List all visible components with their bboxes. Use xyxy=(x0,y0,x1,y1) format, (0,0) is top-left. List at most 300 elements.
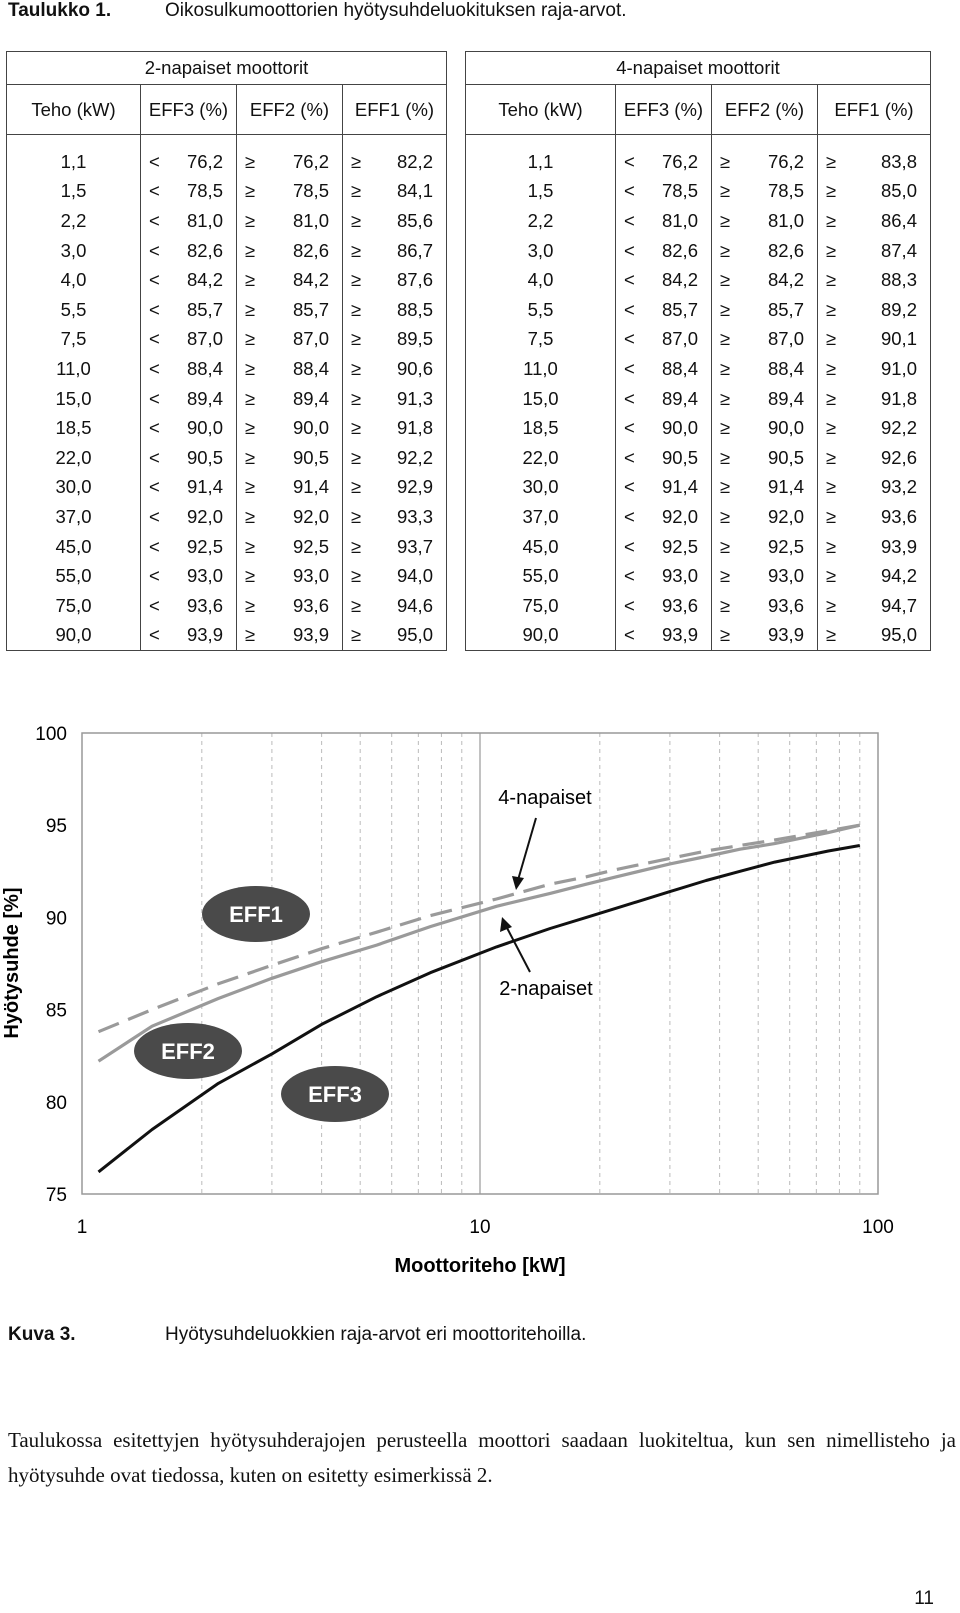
comparison-symbol: ≥ xyxy=(826,239,837,261)
efficiency-value: 88,5 xyxy=(396,298,433,320)
comparison-symbol: ≥ xyxy=(351,298,362,320)
efficiency-value: 91,4 xyxy=(186,476,223,498)
page-number: 11 xyxy=(914,1588,934,1609)
efficiency-cell xyxy=(818,473,931,503)
table-row xyxy=(466,561,931,591)
comparison-symbol: < xyxy=(624,150,635,172)
efficiency-cell xyxy=(818,591,931,621)
efficiency-value: 95,0 xyxy=(396,624,433,646)
x-tick-label: 10 xyxy=(469,1217,491,1238)
efficiency-value: 84,1 xyxy=(396,180,433,202)
table-title: 2-napaiset moottorit xyxy=(7,52,447,85)
table-row xyxy=(7,473,447,503)
efficiency-value: 93,0 xyxy=(661,565,698,587)
efficiency-cell xyxy=(818,384,931,414)
comparison-symbol: ≥ xyxy=(245,624,256,646)
y-axis-label: Hyötysuhde [%] xyxy=(1,887,23,1039)
comparison-symbol: < xyxy=(149,239,160,261)
comparison-symbol: < xyxy=(624,298,635,320)
comparison-symbol: ≥ xyxy=(245,565,256,587)
table-row xyxy=(466,206,931,236)
efficiency-value: 87,0 xyxy=(186,328,223,350)
power-cell: 37,0 xyxy=(7,502,141,532)
power-cell: 30,0 xyxy=(466,473,616,503)
column-header: EFF1 (%) xyxy=(343,85,447,135)
table-row xyxy=(7,354,447,384)
comparison-symbol: ≥ xyxy=(351,328,362,350)
efficiency-cell xyxy=(616,443,712,473)
efficiency-value: 88,4 xyxy=(767,357,804,379)
comparison-symbol: ≥ xyxy=(826,417,837,439)
eff3-label: EFF3 xyxy=(308,1082,362,1107)
comparison-symbol: ≥ xyxy=(720,594,731,616)
table-row xyxy=(466,413,931,443)
annotation-2-pole: 2-napaiset xyxy=(499,978,593,1000)
comparison-symbol: ≥ xyxy=(826,535,837,557)
efficiency-cell xyxy=(343,354,447,384)
eff2-badge xyxy=(134,1023,242,1079)
efficiency-value: 84,2 xyxy=(661,269,698,291)
efficiency-value: 86,4 xyxy=(880,209,917,231)
comparison-symbol: < xyxy=(149,476,160,498)
comparison-symbol: ≥ xyxy=(826,328,837,350)
table-row xyxy=(466,325,931,355)
table-row xyxy=(466,177,931,207)
comparison-symbol: ≥ xyxy=(826,150,837,172)
efficiency-cell xyxy=(343,413,447,443)
table-row xyxy=(7,147,447,177)
efficiency-cell xyxy=(343,206,447,236)
efficiency-value: 84,2 xyxy=(186,269,223,291)
efficiency-value: 93,6 xyxy=(292,594,329,616)
annotation-2-pole-arrowhead xyxy=(500,917,512,932)
power-cell: 90,0 xyxy=(7,621,141,651)
comparison-symbol: < xyxy=(149,565,160,587)
power-cell: 75,0 xyxy=(466,591,616,621)
efficiency-value: 95,0 xyxy=(880,624,917,646)
efficiency-value: 94,7 xyxy=(880,594,917,616)
y-tick-label: 100 xyxy=(35,724,67,745)
efficiency-value: 85,6 xyxy=(396,209,433,231)
eff2-label: EFF2 xyxy=(161,1039,215,1064)
y-tick-label: 80 xyxy=(45,1092,67,1114)
table-row xyxy=(7,443,447,473)
efficiency-value: 90,0 xyxy=(186,417,223,439)
column-header: EFF3 (%) xyxy=(616,85,712,135)
efficiency-cell xyxy=(141,443,237,473)
efficiency-value: 87,0 xyxy=(767,328,804,350)
efficiency-cell xyxy=(343,147,447,177)
y-tick-label: 85 xyxy=(45,1000,67,1022)
comparison-symbol: < xyxy=(624,328,635,350)
power-cell: 15,0 xyxy=(7,384,141,414)
comparison-symbol: < xyxy=(624,209,635,231)
comparison-symbol: ≥ xyxy=(351,417,362,439)
comparison-symbol: ≥ xyxy=(351,269,362,291)
efficiency-value: 92,5 xyxy=(292,535,329,557)
efficiency-value: 94,6 xyxy=(396,594,433,616)
efficiency-cell xyxy=(712,591,818,621)
table-row xyxy=(7,236,447,266)
efficiency-cell xyxy=(712,295,818,325)
efficiency-value: 90,0 xyxy=(292,417,329,439)
table-row xyxy=(7,591,447,621)
efficiency-value: 93,6 xyxy=(186,594,223,616)
efficiency-value: 82,2 xyxy=(396,150,433,172)
eff3-badge xyxy=(281,1066,389,1122)
efficiency-value: 93,9 xyxy=(661,624,698,646)
table-row xyxy=(466,532,931,562)
comparison-symbol: ≥ xyxy=(351,209,362,231)
comparison-symbol: ≥ xyxy=(245,476,256,498)
comparison-symbol: ≥ xyxy=(826,209,837,231)
table-row xyxy=(466,265,931,295)
efficiency-cell xyxy=(712,443,818,473)
table-4-pole xyxy=(465,51,931,651)
power-cell: 4,0 xyxy=(7,265,141,295)
power-cell: 7,5 xyxy=(466,325,616,355)
power-cell: 1,5 xyxy=(7,177,141,207)
efficiency-value: 89,5 xyxy=(396,328,433,350)
comparison-symbol: ≥ xyxy=(720,417,731,439)
table-row xyxy=(466,384,931,414)
efficiency-cell xyxy=(616,532,712,562)
efficiency-value: 93,2 xyxy=(880,476,917,498)
efficiency-value: 81,0 xyxy=(661,209,698,231)
table-2-pole xyxy=(6,51,447,651)
efficiency-cell xyxy=(343,265,447,295)
efficiency-cell xyxy=(141,561,237,591)
power-cell: 15,0 xyxy=(466,384,616,414)
comparison-symbol: < xyxy=(624,624,635,646)
efficiency-value: 93,9 xyxy=(880,535,917,557)
efficiency-cell xyxy=(712,177,818,207)
figure-caption-text: Hyötysuhdeluokkien raja-arvot eri moottoritehoilla. xyxy=(165,1324,587,1345)
efficiency-value: 93,0 xyxy=(767,565,804,587)
efficiency-value: 89,2 xyxy=(880,298,917,320)
efficiency-cell xyxy=(712,206,818,236)
table-caption-label: Taulukko 1. xyxy=(8,0,112,21)
x-axis-label: Moottoriteho [kW] xyxy=(394,1255,566,1277)
efficiency-value: 85,7 xyxy=(292,298,329,320)
efficiency-value: 87,0 xyxy=(661,328,698,350)
efficiency-cell xyxy=(818,532,931,562)
comparison-symbol: < xyxy=(149,624,160,646)
comparison-symbol: ≥ xyxy=(245,505,256,527)
power-cell: 55,0 xyxy=(7,561,141,591)
comparison-symbol: < xyxy=(149,446,160,468)
efficiency-cell xyxy=(343,443,447,473)
comparison-symbol: < xyxy=(149,328,160,350)
table-row xyxy=(466,621,931,651)
column-header: Teho (kW) xyxy=(7,85,141,135)
comparison-symbol: ≥ xyxy=(245,446,256,468)
table-row xyxy=(466,502,931,532)
efficiency-value: 92,9 xyxy=(396,476,433,498)
efficiency-cell xyxy=(712,236,818,266)
column-header: EFF3 (%) xyxy=(141,85,237,135)
efficiency-chart xyxy=(0,720,960,1320)
power-cell: 11,0 xyxy=(466,354,616,384)
comparison-symbol: ≥ xyxy=(826,446,837,468)
efficiency-value: 91,3 xyxy=(396,387,433,409)
efficiency-value: 91,0 xyxy=(880,357,917,379)
comparison-symbol: < xyxy=(624,535,635,557)
efficiency-cell xyxy=(141,295,237,325)
efficiency-value: 82,6 xyxy=(767,239,804,261)
comparison-symbol: ≥ xyxy=(245,298,256,320)
y-tick-label: 90 xyxy=(45,908,67,930)
efficiency-cell xyxy=(343,591,447,621)
efficiency-cell xyxy=(616,295,712,325)
comparison-symbol: ≥ xyxy=(826,387,837,409)
comparison-symbol: < xyxy=(149,505,160,527)
table-row xyxy=(7,206,447,236)
efficiency-value: 85,7 xyxy=(186,298,223,320)
efficiency-value: 93,6 xyxy=(767,594,804,616)
efficiency-cell xyxy=(237,325,343,355)
efficiency-cell xyxy=(237,147,343,177)
comparison-symbol: < xyxy=(624,269,635,291)
comparison-symbol: ≥ xyxy=(720,180,731,202)
efficiency-value: 86,7 xyxy=(396,239,433,261)
efficiency-cell xyxy=(712,532,818,562)
comparison-symbol: ≥ xyxy=(351,446,362,468)
efficiency-cell xyxy=(616,147,712,177)
efficiency-cell xyxy=(712,147,818,177)
comparison-symbol: ≥ xyxy=(351,357,362,379)
power-cell: 3,0 xyxy=(466,236,616,266)
comparison-symbol: ≥ xyxy=(351,594,362,616)
efficiency-value: 92,2 xyxy=(880,417,917,439)
efficiency-value: 92,0 xyxy=(292,505,329,527)
efficiency-value: 82,6 xyxy=(186,239,223,261)
efficiency-cell xyxy=(818,147,931,177)
efficiency-cell xyxy=(616,265,712,295)
comparison-symbol: ≥ xyxy=(720,239,731,261)
efficiency-value: 93,9 xyxy=(292,624,329,646)
figure-caption-label: Kuva 3. xyxy=(8,1324,76,1345)
table-row xyxy=(466,473,931,503)
comparison-symbol: ≥ xyxy=(245,209,256,231)
power-cell: 7,5 xyxy=(7,325,141,355)
efficiency-value: 92,0 xyxy=(661,505,698,527)
table-row xyxy=(466,354,931,384)
x-tick-label: 100 xyxy=(862,1217,894,1238)
power-cell: 2,2 xyxy=(7,206,141,236)
efficiency-cell xyxy=(141,206,237,236)
efficiency-cell xyxy=(237,384,343,414)
body-paragraph: Taulukossa esitettyjen hyötysuhderajojen perusteella moottori saadaan luokiteltua, kun sen nimellisteho ja hyötysuhde ovat tiedossa, kuten on esitetty esimerkissä 2. xyxy=(8,1428,956,1487)
efficiency-value: 91,4 xyxy=(292,476,329,498)
efficiency-cell xyxy=(818,443,931,473)
comparison-symbol: ≥ xyxy=(720,476,731,498)
comparison-symbol: ≥ xyxy=(245,239,256,261)
comparison-symbol: < xyxy=(624,357,635,379)
power-cell: 1,1 xyxy=(466,147,616,177)
efficiency-value: 87,6 xyxy=(396,269,433,291)
efficiency-cell xyxy=(343,325,447,355)
power-cell: 55,0 xyxy=(466,561,616,591)
table-row xyxy=(7,621,447,651)
comparison-symbol: ≥ xyxy=(351,624,362,646)
efficiency-cell xyxy=(141,502,237,532)
efficiency-value: 93,0 xyxy=(186,565,223,587)
efficiency-cell xyxy=(616,561,712,591)
efficiency-cell xyxy=(237,177,343,207)
efficiency-cell xyxy=(712,502,818,532)
annotation-4-pole-arrow xyxy=(518,818,536,880)
efficiency-cell xyxy=(712,354,818,384)
power-cell: 5,5 xyxy=(466,295,616,325)
efficiency-cell xyxy=(616,354,712,384)
efficiency-cell xyxy=(818,295,931,325)
figure-caption xyxy=(8,1324,587,1346)
y-axis xyxy=(35,724,67,1206)
efficiency-value: 81,0 xyxy=(186,209,223,231)
efficiency-value: 91,4 xyxy=(767,476,804,498)
efficiency-cell xyxy=(237,354,343,384)
comparison-symbol: < xyxy=(149,150,160,172)
efficiency-cell xyxy=(616,325,712,355)
efficiency-cell xyxy=(237,265,343,295)
efficiency-value: 94,0 xyxy=(396,565,433,587)
comparison-symbol: ≥ xyxy=(720,269,731,291)
eff1-label: EFF1 xyxy=(229,902,283,927)
power-cell: 75,0 xyxy=(7,591,141,621)
comparison-symbol: ≥ xyxy=(720,565,731,587)
table-row xyxy=(7,295,447,325)
efficiency-cell xyxy=(343,177,447,207)
efficiency-value: 87,0 xyxy=(292,328,329,350)
efficiency-value: 89,4 xyxy=(186,387,223,409)
power-cell: 1,5 xyxy=(466,177,616,207)
comparison-symbol: < xyxy=(149,357,160,379)
efficiency-cell xyxy=(712,384,818,414)
efficiency-cell xyxy=(141,621,237,651)
comparison-symbol: ≥ xyxy=(351,565,362,587)
comparison-symbol: < xyxy=(149,535,160,557)
table-row xyxy=(7,265,447,295)
efficiency-value: 93,7 xyxy=(396,535,433,557)
table-caption-text: Oikosulkumoottorien hyötysuhdeluokituksen raja-arvot. xyxy=(165,0,627,21)
efficiency-cell xyxy=(237,413,343,443)
comparison-symbol: ≥ xyxy=(245,269,256,291)
efficiency-value: 87,4 xyxy=(880,239,917,261)
efficiency-value: 82,6 xyxy=(661,239,698,261)
efficiency-value: 88,4 xyxy=(661,357,698,379)
comparison-symbol: ≥ xyxy=(826,476,837,498)
comparison-symbol: ≥ xyxy=(351,505,362,527)
efficiency-cell xyxy=(141,591,237,621)
efficiency-cell xyxy=(237,473,343,503)
table-row xyxy=(466,295,931,325)
efficiency-cell xyxy=(818,354,931,384)
efficiency-cell xyxy=(712,561,818,591)
comparison-symbol: ≥ xyxy=(245,594,256,616)
table-row xyxy=(466,591,931,621)
efficiency-value: 90,6 xyxy=(396,357,433,379)
efficiency-cell xyxy=(343,384,447,414)
series-line-3 xyxy=(99,846,860,1172)
efficiency-cell xyxy=(818,177,931,207)
comparison-symbol: < xyxy=(149,387,160,409)
efficiency-value: 90,0 xyxy=(661,417,698,439)
comparison-symbol: < xyxy=(624,239,635,261)
efficiency-value: 93,9 xyxy=(186,624,223,646)
efficiency-cell xyxy=(237,206,343,236)
comparison-symbol: ≥ xyxy=(826,594,837,616)
comparison-symbol: < xyxy=(624,180,635,202)
comparison-symbol: < xyxy=(624,594,635,616)
efficiency-cell xyxy=(141,325,237,355)
efficiency-cell xyxy=(343,621,447,651)
table-row xyxy=(466,236,931,266)
power-cell: 18,5 xyxy=(466,413,616,443)
column-header: EFF2 (%) xyxy=(712,85,818,135)
x-tick-label: 1 xyxy=(76,1217,88,1238)
comparison-symbol: < xyxy=(149,298,160,320)
efficiency-value: 92,5 xyxy=(186,535,223,557)
comparison-symbol: ≥ xyxy=(720,535,731,557)
efficiency-cell xyxy=(343,502,447,532)
efficiency-cell xyxy=(616,384,712,414)
power-cell: 5,5 xyxy=(7,295,141,325)
comparison-symbol: ≥ xyxy=(351,150,362,172)
efficiency-value: 85,7 xyxy=(661,298,698,320)
efficiency-cell xyxy=(237,591,343,621)
efficiency-value: 81,0 xyxy=(767,209,804,231)
column-header: EFF1 (%) xyxy=(818,85,931,135)
power-cell: 30,0 xyxy=(7,473,141,503)
efficiency-cell xyxy=(818,561,931,591)
efficiency-value: 85,0 xyxy=(880,180,917,202)
efficiency-value: 88,3 xyxy=(880,269,917,291)
comparison-symbol: ≥ xyxy=(826,298,837,320)
efficiency-value: 94,2 xyxy=(880,565,917,587)
efficiency-cell xyxy=(616,413,712,443)
efficiency-cell xyxy=(141,473,237,503)
efficiency-cell xyxy=(237,561,343,591)
comparison-symbol: ≥ xyxy=(351,535,362,557)
efficiency-value: 90,0 xyxy=(767,417,804,439)
comparison-symbol: ≥ xyxy=(245,535,256,557)
comparison-symbol: ≥ xyxy=(351,387,362,409)
efficiency-value: 76,2 xyxy=(767,150,804,172)
efficiency-cell xyxy=(237,621,343,651)
efficiency-value: 91,8 xyxy=(880,387,917,409)
table-row xyxy=(466,147,931,177)
table-row xyxy=(7,413,447,443)
efficiency-value: 93,6 xyxy=(661,594,698,616)
efficiency-cell xyxy=(712,621,818,651)
efficiency-value: 93,0 xyxy=(292,565,329,587)
efficiency-value: 93,3 xyxy=(396,505,433,527)
efficiency-value: 93,9 xyxy=(767,624,804,646)
comparison-symbol: ≥ xyxy=(826,565,837,587)
efficiency-value: 92,0 xyxy=(186,505,223,527)
comparison-symbol: < xyxy=(624,565,635,587)
efficiency-cell xyxy=(141,532,237,562)
efficiency-value: 85,7 xyxy=(767,298,804,320)
efficiency-cell xyxy=(237,532,343,562)
efficiency-cell xyxy=(141,265,237,295)
comparison-symbol: ≥ xyxy=(720,505,731,527)
y-tick-label: 75 xyxy=(45,1185,67,1206)
efficiency-value: 91,8 xyxy=(396,417,433,439)
efficiency-cell xyxy=(237,236,343,266)
power-cell: 45,0 xyxy=(466,532,616,562)
